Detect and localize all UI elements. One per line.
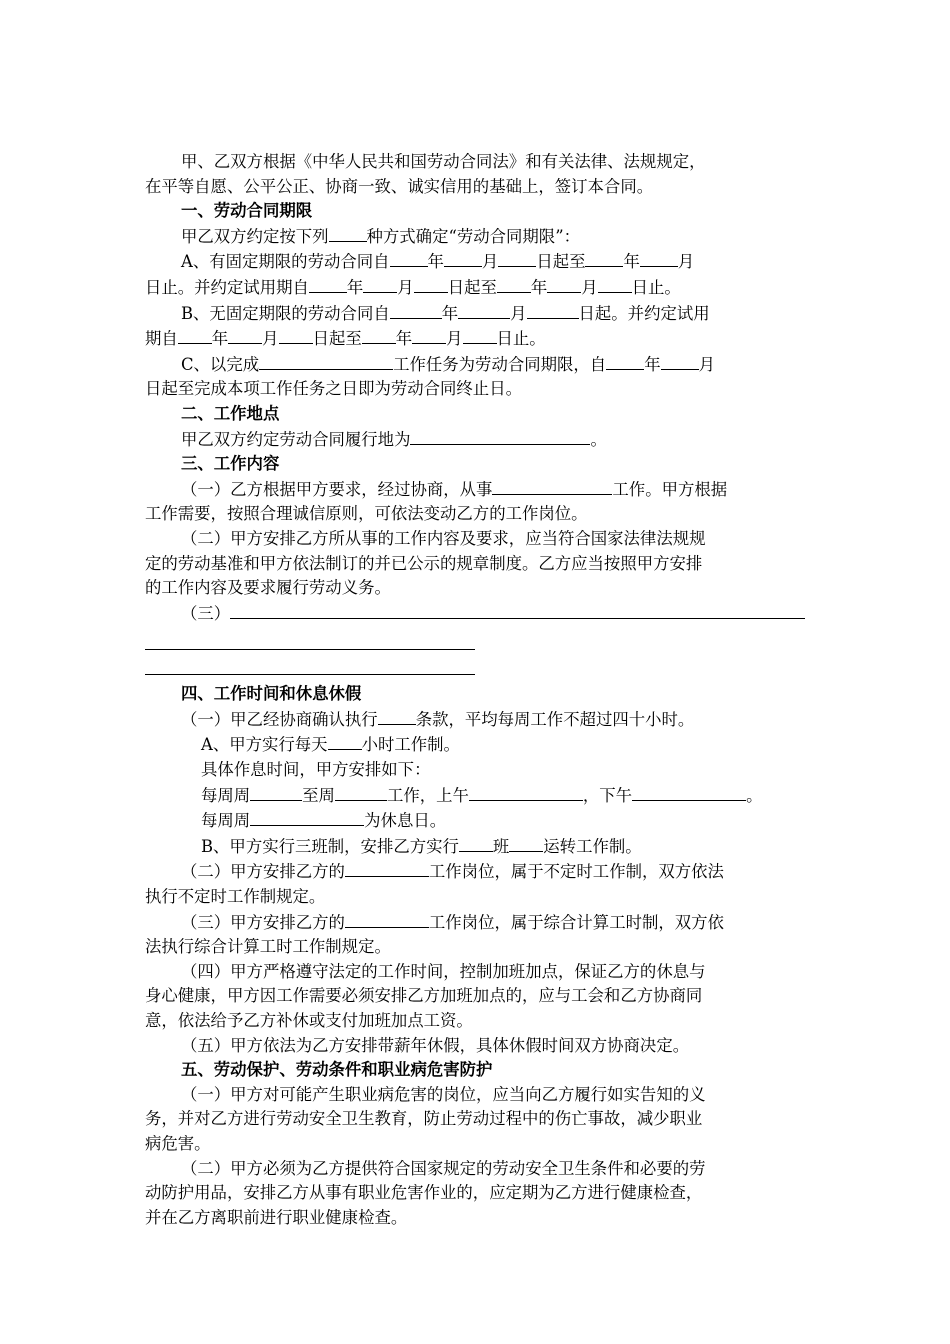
section-heading: 二、工作地点 — [181, 403, 280, 423]
paragraph: 法执行综合计算工时工作制规定。 — [145, 937, 391, 957]
paragraph: 甲乙双方约定按下列 种方式确定“劳动合同期限”： — [145, 224, 805, 250]
blank-field[interactable] — [335, 783, 387, 801]
paragraph: 期自 年 月 日起至 年 月 日止。 — [145, 326, 805, 352]
paragraph: （二）甲方安排乙方的 工作岗位，属于不定时工作制，双方依法 — [145, 859, 805, 885]
paragraph: 每周周 为休息日。 — [145, 808, 805, 834]
paragraph: 并在乙方离职前进行职业健康检查。 — [145, 1207, 408, 1227]
blank-field[interactable] — [250, 808, 364, 826]
paragraph: B、甲方实行三班制，安排乙方实行 班 运转工作制。 — [145, 834, 805, 860]
blank-field[interactable] — [378, 707, 416, 725]
blank-field[interactable] — [469, 783, 583, 801]
paragraph: 具体作息时间，甲方安排如下： — [201, 760, 431, 780]
paragraph: （五）甲方依法为乙方安排带薪年休假，具体休假时间双方协商决定。 — [181, 1035, 690, 1055]
contract-body — [145, 150, 805, 1230]
blank-field[interactable] — [228, 326, 262, 344]
blank-line[interactable] — [145, 632, 475, 650]
blank-field[interactable] — [632, 783, 746, 801]
paragraph: 执行不定时工作制规定。 — [145, 887, 326, 907]
paragraph: （二）甲方安排乙方所从事的工作内容及要求，应当符合国家法律法规规 — [181, 528, 706, 548]
blank-field[interactable] — [390, 249, 428, 267]
intro-text: 甲、乙双方根据《中华人民共和国劳动合同法》和有关法律、法规规定， — [181, 152, 706, 171]
blank-field[interactable] — [345, 910, 429, 928]
blank-field[interactable] — [345, 859, 429, 877]
blank-field[interactable] — [598, 275, 632, 293]
paragraph: （三） — [145, 601, 805, 627]
blank-field[interactable] — [250, 783, 302, 801]
blank-field[interactable] — [661, 352, 699, 370]
intro-text: 在平等自愿、公平公正、协商一致、诚实信用的基础上，签订本合同。 — [145, 176, 654, 196]
paragraph: 的工作内容及要求履行劳动义务。 — [145, 578, 391, 598]
paragraph: （二）甲方必须为乙方提供符合国家规定的劳动安全卫生条件和必要的劳 — [181, 1158, 706, 1178]
blank-field[interactable] — [547, 275, 581, 293]
blank-field[interactable] — [362, 326, 396, 344]
blank-field[interactable] — [606, 352, 644, 370]
blank-field[interactable] — [414, 275, 448, 293]
blank-field[interactable] — [497, 275, 531, 293]
paragraph: 身心健康，甲方因工作需要必须安排乙方加班加点的，应与工会和乙方协商同 — [145, 986, 703, 1006]
paragraph: （三）甲方安排乙方的 工作岗位，属于综合计算工时制，双方依 — [145, 910, 805, 936]
paragraph: A、有固定期限的劳动合同自 年 月 日起至 年 月 — [145, 249, 805, 275]
section-heading: 三、工作内容 — [181, 454, 280, 474]
blank-field[interactable] — [412, 326, 446, 344]
blank-field[interactable] — [459, 834, 493, 852]
blank-field[interactable] — [178, 326, 212, 344]
blank-field[interactable] — [279, 326, 313, 344]
blank-field[interactable] — [498, 249, 536, 267]
paragraph: 每周周 至周 工作，上午 ，下午 。 — [145, 783, 805, 809]
blank-field[interactable] — [492, 477, 612, 495]
blank-field[interactable] — [328, 732, 362, 750]
paragraph: 工作需要，按照合理诚信原则，可依法变动乙方的工作岗位。 — [145, 504, 588, 524]
blank-field[interactable] — [585, 249, 623, 267]
blank-field[interactable] — [363, 275, 397, 293]
blank-line[interactable] — [145, 657, 475, 675]
paragraph: A、甲方实行每天 小时工作制。 — [145, 732, 805, 758]
blank-field[interactable] — [640, 249, 678, 267]
section-heading: 四、工作时间和休息休假 — [181, 684, 362, 704]
blank-field[interactable] — [410, 427, 590, 445]
blank-field[interactable] — [230, 601, 805, 619]
blank-field[interactable] — [309, 275, 347, 293]
section-heading: 一、劳动合同期限 — [181, 201, 313, 221]
paragraph: 日止。并约定试用期自 年 月 日起至 年 月 日止。 — [145, 275, 805, 301]
blank-field[interactable] — [463, 326, 497, 344]
section-heading: 五、劳动保护、劳动条件和职业病危害防护 — [181, 1060, 493, 1080]
paragraph: （一）甲方对可能产生职业病危害的岗位，应当向乙方履行如实告知的义 — [181, 1084, 706, 1104]
blank-field[interactable] — [329, 224, 367, 242]
blank-field[interactable] — [390, 301, 442, 319]
blank-field[interactable] — [509, 834, 543, 852]
blank-field[interactable] — [259, 352, 393, 370]
paragraph: （四）甲方严格遵守法定的工作时间，控制加班加点，保证乙方的休息与 — [181, 961, 706, 981]
paragraph: C、以完成 工作任务为劳动合同期限，自 年 月 — [145, 352, 805, 378]
blank-field[interactable] — [458, 301, 510, 319]
paragraph: B、无固定期限的劳动合同自 年 月 日起。并约定试用 — [145, 301, 805, 327]
paragraph: 务，并对乙方进行劳动安全卫生教育，防止劳动过程中的伤亡事故，减少职业 — [145, 1109, 703, 1129]
blank-field[interactable] — [444, 249, 482, 267]
paragraph: 病危害。 — [145, 1133, 211, 1153]
paragraph: 意，依法给予乙方补休或支付加班加点工资。 — [145, 1011, 473, 1030]
paragraph: 日起至完成本项工作任务之日即为劳动合同终止日。 — [145, 379, 522, 399]
blank-field[interactable] — [527, 301, 579, 319]
paragraph: 动防护用品，安排乙方从事有职业危害作业的，应定期为乙方进行健康检查， — [145, 1183, 703, 1203]
paragraph: 甲乙双方约定劳动合同履行地为 。 — [145, 427, 805, 453]
paragraph: （一）甲乙经协商确认执行 条款，平均每周工作不超过四十小时。 — [145, 707, 805, 733]
paragraph: （一）乙方根据甲方要求，经过协商，从事 工作。甲方根据 — [145, 477, 805, 503]
paragraph: 定的劳动基准和甲方依法制订的并已公示的规章制度。乙方应当按照甲方安排 — [145, 553, 703, 573]
